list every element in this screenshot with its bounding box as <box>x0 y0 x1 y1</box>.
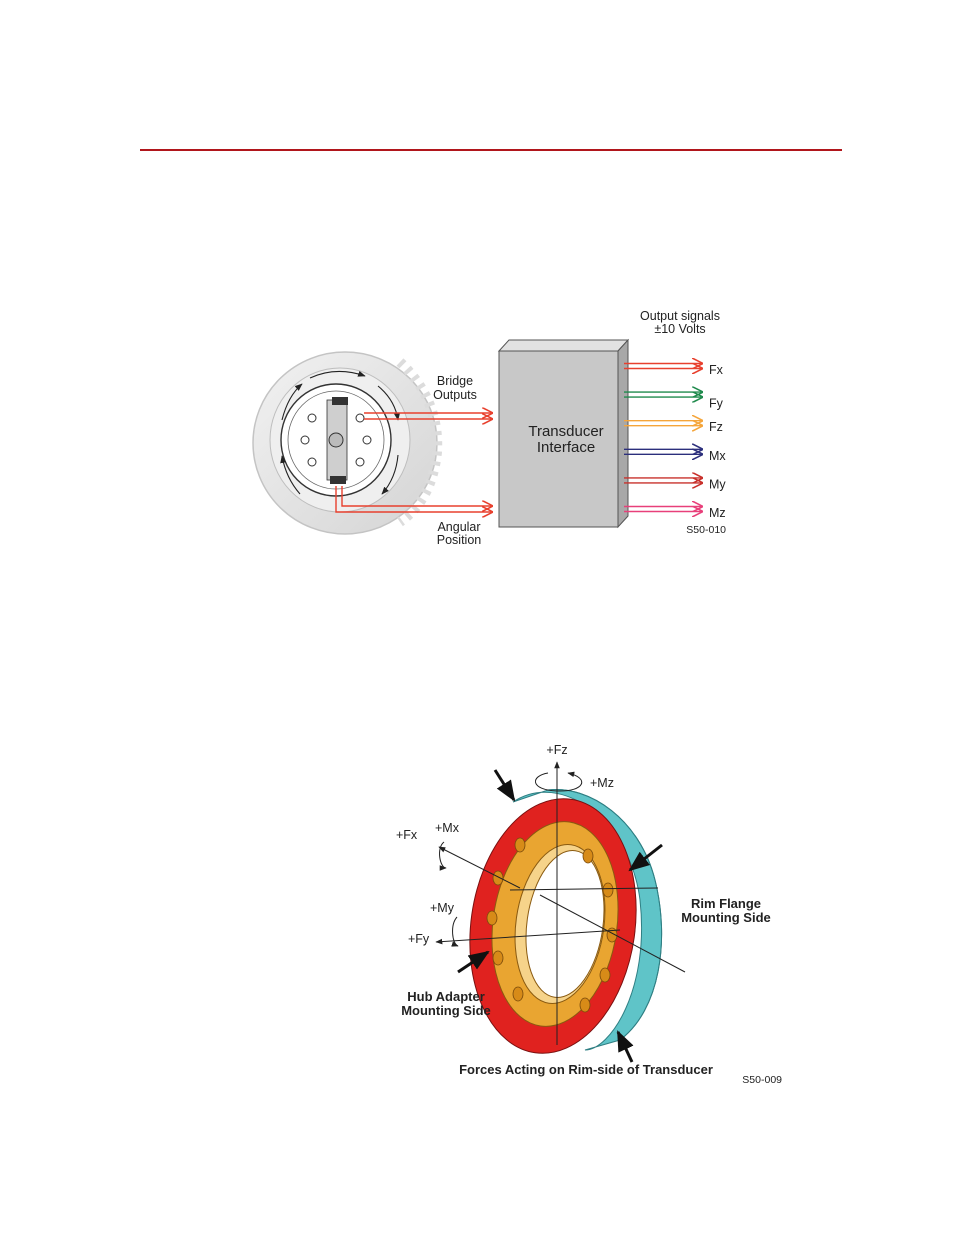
figure-transducer-forces <box>396 743 782 1086</box>
signal-label-mx: Mx <box>709 448 726 463</box>
figure2-caption: Forces Acting on Rim-side of Transducer <box>459 1062 713 1077</box>
bridge-outputs-label-line2: Outputs <box>433 388 477 402</box>
hub-adapter-label-line1: Hub Adapter <box>407 989 485 1004</box>
output-header-line2: ±10 Volts <box>654 322 706 336</box>
label-mz: +Mz <box>590 776 614 790</box>
hub-adapter-label-line2: Mounting Side <box>401 1003 491 1018</box>
box-title-line2: Interface <box>536 439 596 456</box>
signal-label-fy: Fy <box>709 396 723 411</box>
rim-flange-label-line1: Rim Flange <box>690 896 762 911</box>
figure-signal-flow <box>253 309 726 547</box>
output-header-line1: Output signals <box>640 309 720 323</box>
signal-label-fx: Fx <box>709 363 723 377</box>
angular-position-label-line1: Angular <box>437 520 481 534</box>
label-fx: +Fx <box>396 828 418 842</box>
angular-position-label-line2: Position <box>436 533 482 547</box>
transducer-interface-box <box>499 340 628 527</box>
output-signal-arrows <box>624 363 726 520</box>
figure2-id: S50-009 <box>742 1074 782 1086</box>
signal-label-fz: Fz <box>709 420 723 435</box>
label-fy: +Fy <box>408 932 430 946</box>
signal-label-my: My <box>709 477 726 492</box>
label-mx: +Mx <box>435 821 459 835</box>
rim-flange-label-line2: Mounting Side <box>681 910 771 925</box>
label-fz: +Fz <box>546 743 568 757</box>
figure1-id: S50-010 <box>686 524 726 536</box>
bridge-outputs-label-line1: Bridge <box>436 374 474 388</box>
box-title-line1: Transducer <box>528 423 604 440</box>
label-my: +My <box>430 901 454 915</box>
signal-label-mz: Mz <box>709 506 726 520</box>
